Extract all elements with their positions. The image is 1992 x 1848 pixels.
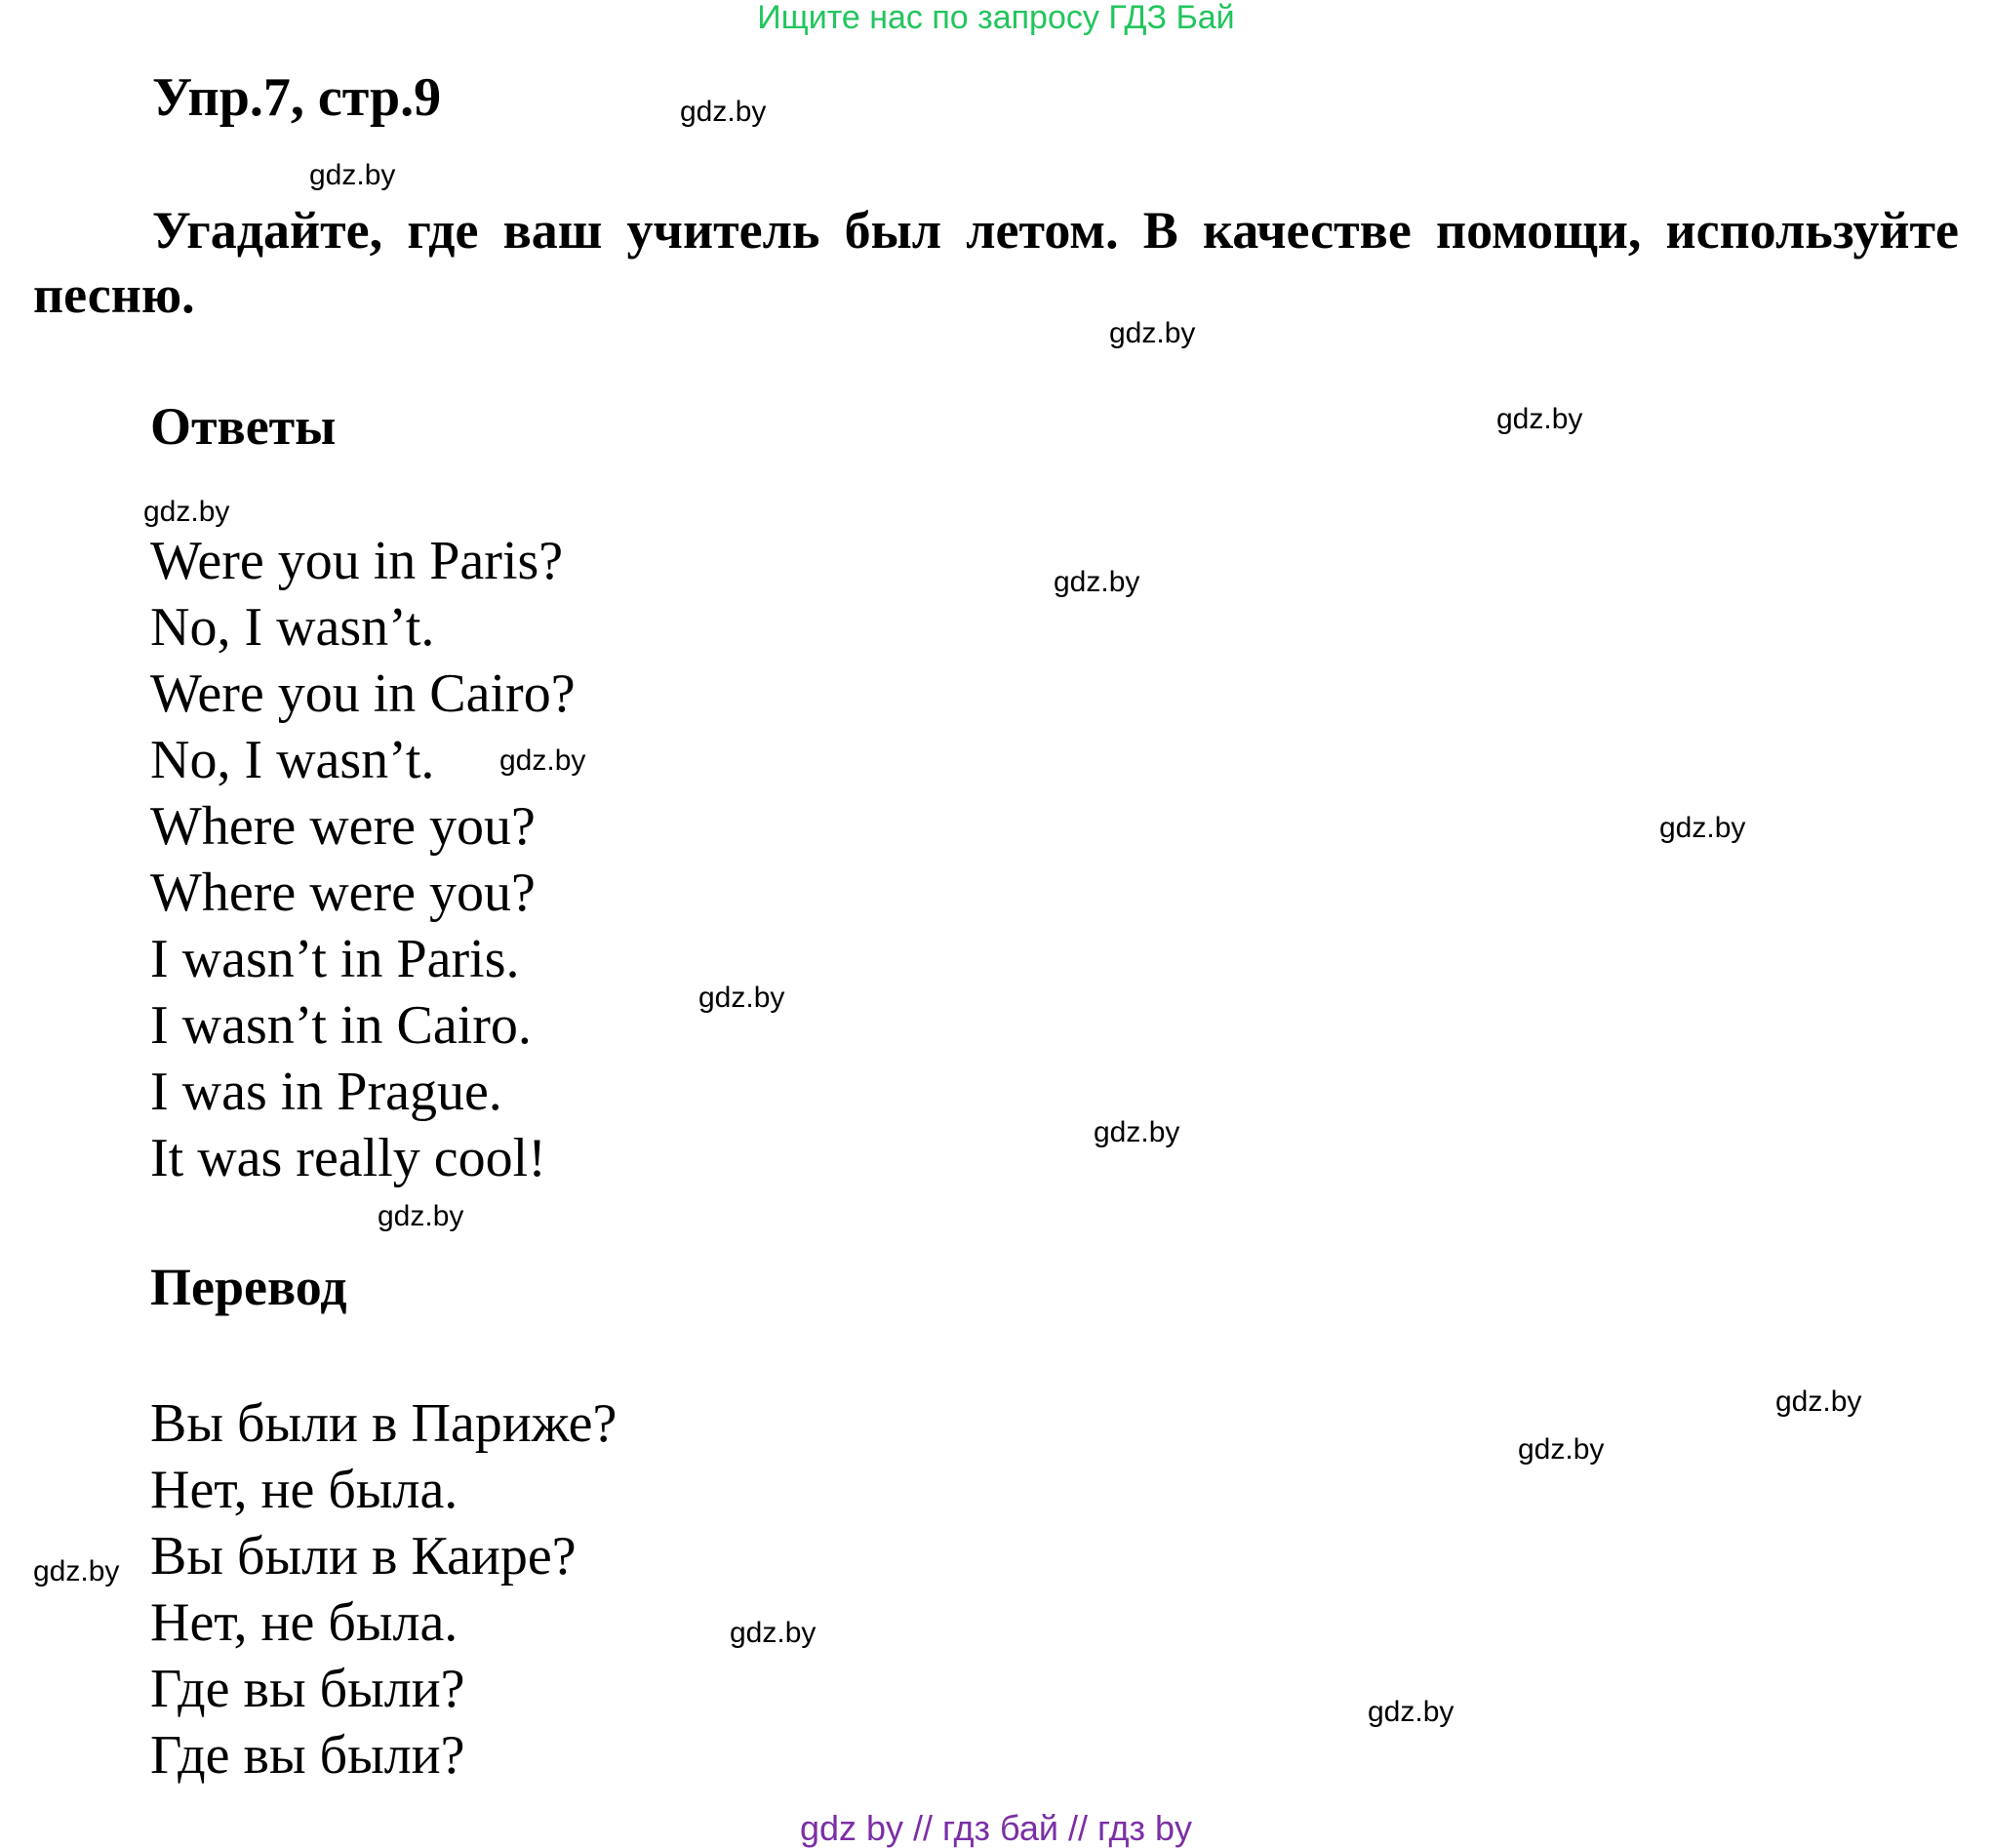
watermark: gdz.by bbox=[698, 982, 785, 1014]
answer-line: Where were you? bbox=[150, 863, 536, 923]
watermark: gdz.by bbox=[378, 1200, 464, 1232]
watermark: gdz.by bbox=[1496, 403, 1583, 435]
watermark: gdz.by bbox=[33, 1555, 120, 1587]
translation-line: Нет, не была. bbox=[150, 1592, 458, 1653]
watermark: gdz.by bbox=[730, 1617, 817, 1649]
translation-line: Где вы были? bbox=[150, 1725, 465, 1786]
watermark: gdz.by bbox=[1054, 566, 1140, 598]
watermark: gdz.by bbox=[1659, 812, 1746, 844]
watermark: gdz.by bbox=[309, 159, 396, 191]
watermark: gdz.by bbox=[1109, 317, 1196, 349]
top-banner: Ищите нас по запросу ГДЗ Бай bbox=[757, 0, 1235, 36]
watermark: gdz.by bbox=[1775, 1386, 1862, 1418]
translation-line: Где вы были? bbox=[150, 1659, 465, 1719]
footer-text: gdz by // гдз бай // гдз by bbox=[799, 1808, 1193, 1848]
answer-line: Where were you? bbox=[150, 796, 536, 857]
translation-heading: Перевод bbox=[150, 1258, 347, 1316]
watermark: gdz.by bbox=[1094, 1116, 1180, 1148]
answer-line: Were you in Paris? bbox=[150, 531, 564, 591]
answer-line: Were you in Cairo? bbox=[150, 663, 576, 724]
watermark: gdz.by bbox=[1518, 1433, 1605, 1466]
answer-line: I wasn’t in Cairo. bbox=[150, 995, 532, 1056]
answer-line: No, I wasn’t. bbox=[150, 730, 435, 790]
translation-line: Нет, не была. bbox=[150, 1460, 458, 1520]
answers-heading: Ответы bbox=[150, 397, 337, 456]
watermark: gdz.by bbox=[1368, 1696, 1454, 1728]
exercise-title: Упр.7, стр.9 bbox=[152, 67, 442, 128]
answer-line: It was really cool! bbox=[150, 1128, 546, 1188]
answer-line: I wasn’t in Paris. bbox=[150, 929, 520, 989]
watermark: gdz.by bbox=[499, 744, 586, 777]
answer-line: No, I wasn’t. bbox=[150, 597, 435, 658]
watermark: gdz.by bbox=[143, 496, 230, 528]
task-text: Угадайте, где ваш учитель был летом. В качестве помощи, используйте песню. bbox=[33, 201, 1959, 324]
answer-line: I was in Prague. bbox=[150, 1062, 502, 1122]
translation-line: Вы были в Каире? bbox=[150, 1526, 577, 1587]
translation-line: Вы были в Париже? bbox=[150, 1393, 618, 1454]
watermark: gdz.by bbox=[680, 96, 767, 128]
